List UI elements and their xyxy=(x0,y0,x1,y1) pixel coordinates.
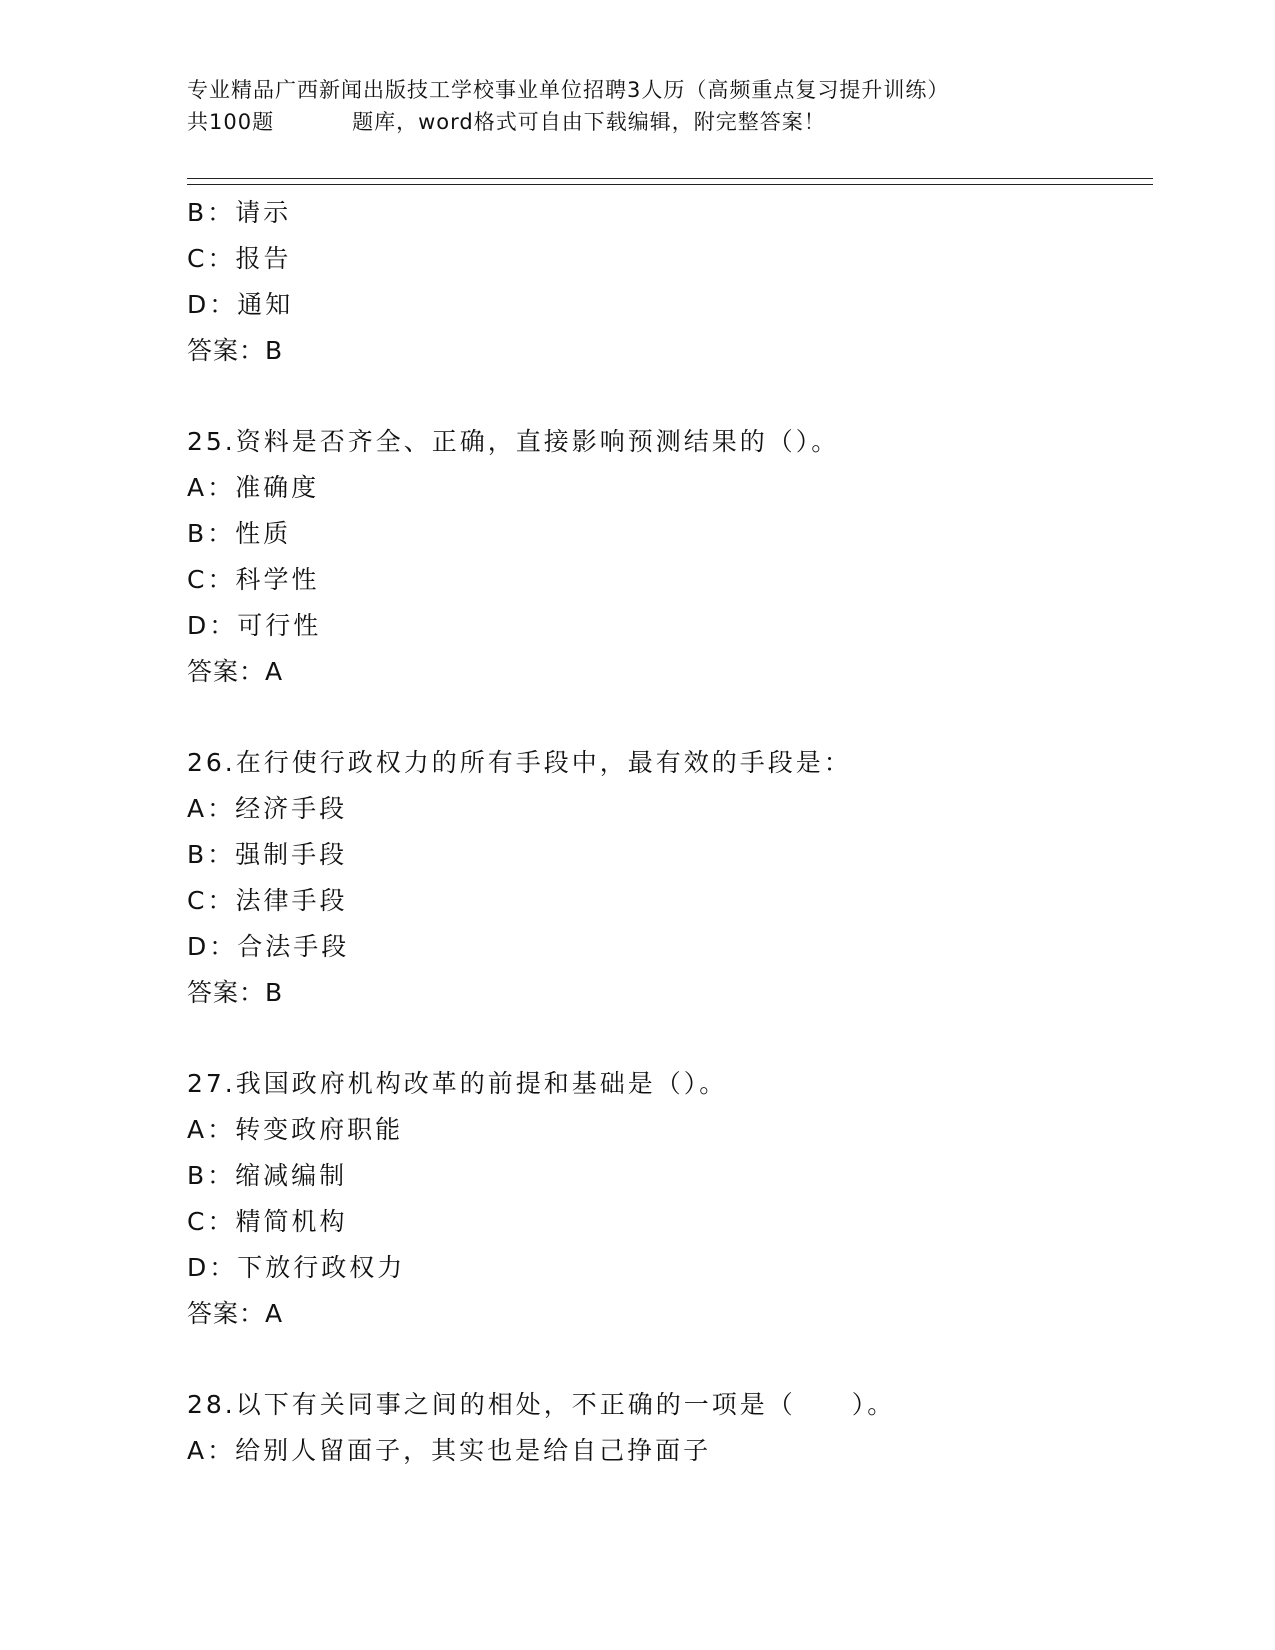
option-b: B：请示 xyxy=(187,198,292,227)
question-stem: 25.资料是否齐全、正确，直接影响预测结果的（）。 xyxy=(187,427,840,456)
option-d: D：合法手段 xyxy=(187,932,350,961)
question-stem: 26.在行使行政权力的所有手段中，最有效的手段是： xyxy=(187,748,852,777)
answer-line: 答案：B xyxy=(187,978,284,1007)
header-title-line: 专业精品广西新闻出版技工学校事业单位招聘3人历（高频重点复习提升训练） xyxy=(187,78,950,102)
header-divider-bottom xyxy=(187,184,1153,185)
header-question-count: 共100题 xyxy=(187,110,275,134)
option-c: C：法律手段 xyxy=(187,886,348,915)
answer-line: 答案：A xyxy=(187,1299,284,1328)
option-d: D：通知 xyxy=(187,290,294,319)
option-c: C：精简机构 xyxy=(187,1207,348,1236)
option-b: B：缩减编制 xyxy=(187,1161,348,1190)
question-28 xyxy=(187,1382,1153,1474)
answer-line: 答案：B xyxy=(187,336,284,365)
option-a: A：准确度 xyxy=(187,473,320,502)
question-list xyxy=(187,190,1153,1474)
option-c: C：科学性 xyxy=(187,565,320,594)
question-24-tail xyxy=(187,190,1153,374)
document-header xyxy=(187,74,1067,138)
header-description: 题库，word格式可自由下载编辑，附完整答案！ xyxy=(352,110,826,134)
question-stem: 28.以下有关同事之间的相处，不正确的一项是（ ）。 xyxy=(187,1390,896,1419)
question-stem: 27.我国政府机构改革的前提和基础是（）。 xyxy=(187,1069,728,1098)
answer-line: 答案：A xyxy=(187,657,284,686)
header-divider-top xyxy=(187,178,1153,179)
option-b: B：强制手段 xyxy=(187,840,348,869)
option-d: D：下放行政权力 xyxy=(187,1253,406,1282)
option-c: C：报告 xyxy=(187,244,292,273)
header-subtitle-line xyxy=(187,106,1067,138)
option-a: A：给别人留面子，其实也是给自己挣面子 xyxy=(187,1436,712,1465)
option-a: A：转变政府职能 xyxy=(187,1115,404,1144)
option-a: A：经济手段 xyxy=(187,794,348,823)
option-b: B：性质 xyxy=(187,519,292,548)
option-d: D：可行性 xyxy=(187,611,322,640)
question-26 xyxy=(187,740,1153,1016)
question-25 xyxy=(187,419,1153,695)
question-27 xyxy=(187,1061,1153,1337)
